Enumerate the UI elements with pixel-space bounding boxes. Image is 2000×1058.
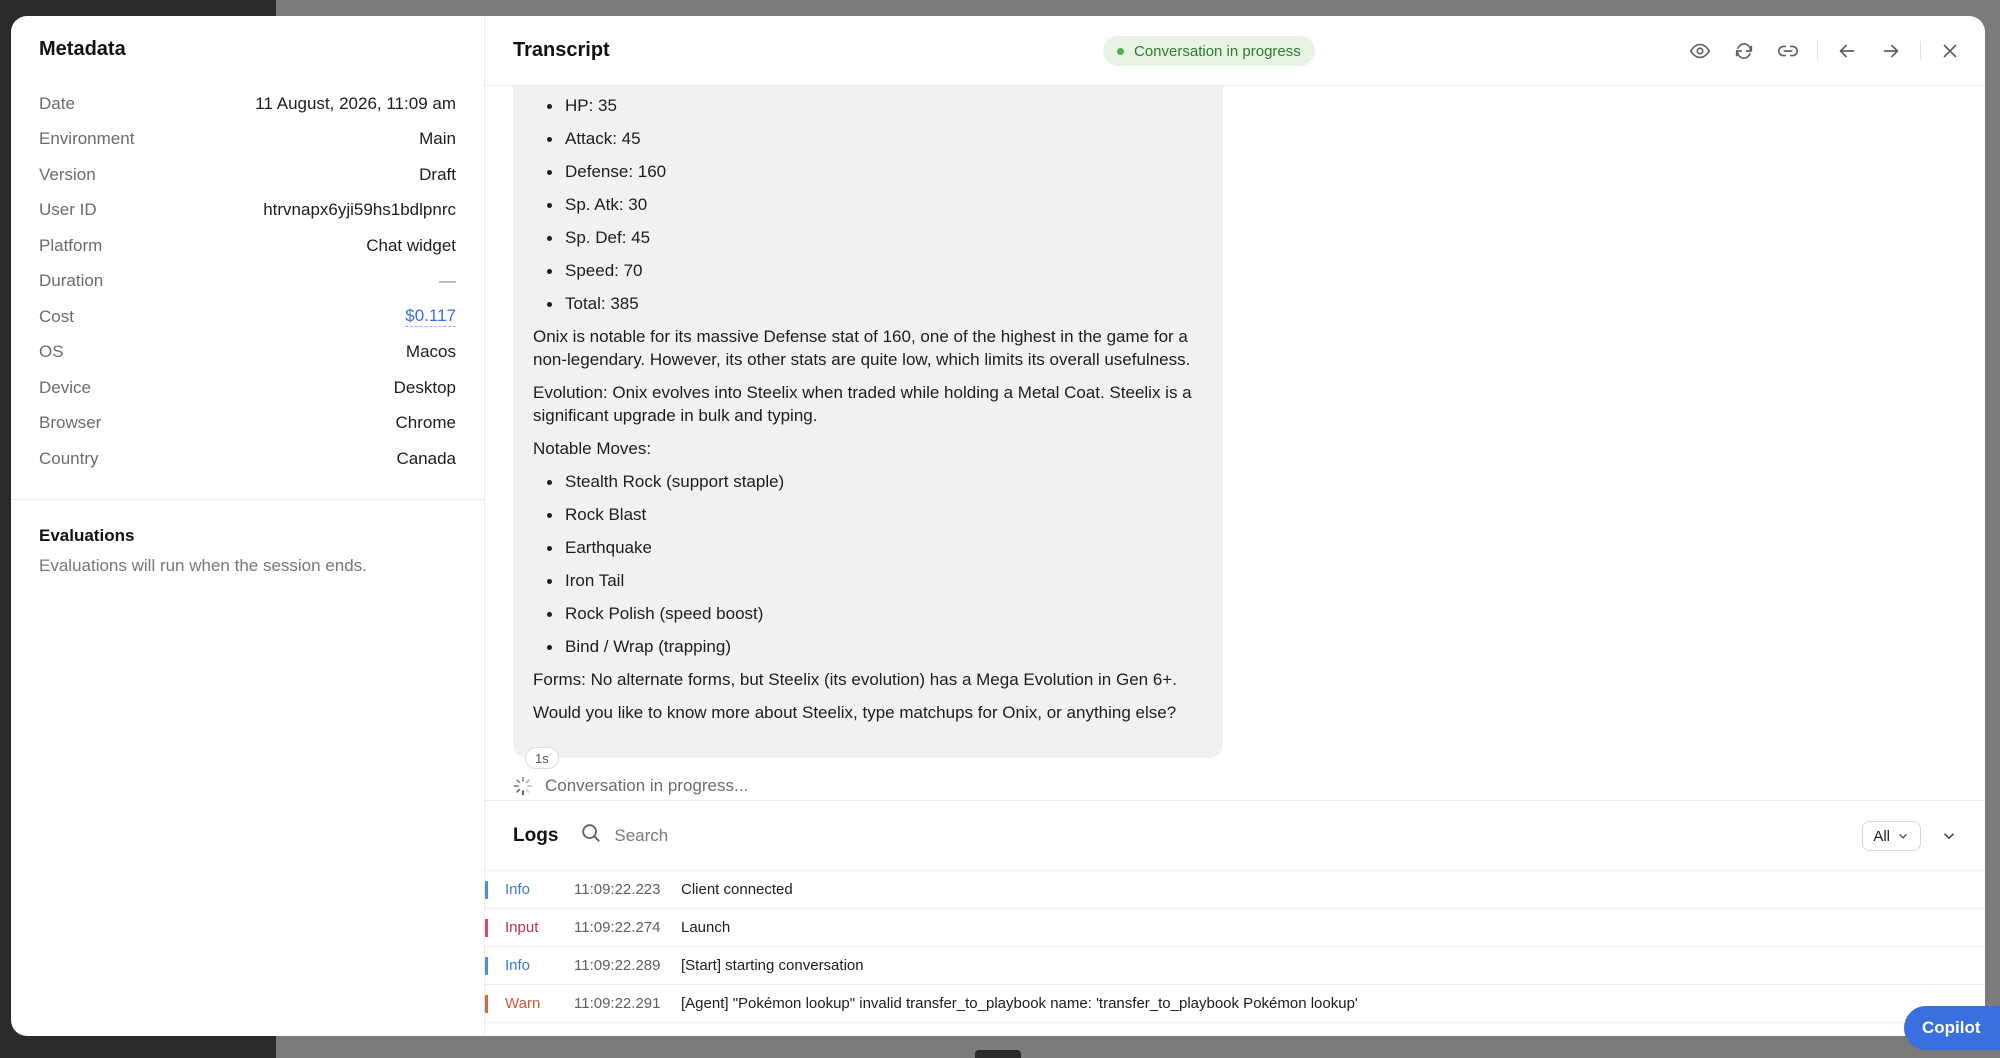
meta-key: Environment — [39, 129, 135, 149]
refresh-icon[interactable] — [1729, 36, 1759, 66]
meta-row-cost — [39, 299, 456, 335]
list-item: Defense: 160 — [547, 160, 1203, 183]
log-message: [Start] starting conversation — [681, 957, 864, 974]
level-indicator — [485, 919, 488, 937]
log-message: Client connected — [681, 881, 793, 898]
list-item: Rock Blast — [547, 503, 1203, 526]
meta-key: Cost — [39, 306, 74, 326]
log-row[interactable] — [485, 947, 1985, 985]
transcript-panel — [485, 16, 1985, 1036]
meta-value: Macos — [405, 342, 456, 362]
meta-row-duration — [39, 264, 456, 300]
level-indicator — [485, 957, 488, 975]
log-message: [Agent] "Pokémon lookup" invalid transfer_to_playbook name: 'transfer_to_playbook Pokémon lookup' — [681, 995, 1358, 1012]
status-dot — [1117, 48, 1124, 55]
meta-value: Chrome — [395, 413, 456, 433]
meta-value: Chat widget — [366, 235, 456, 255]
background-handle — [975, 1050, 1021, 1058]
list-item: Bind / Wrap (trapping) — [547, 635, 1203, 658]
meta-key: User ID — [39, 200, 97, 220]
toolbar-divider — [1920, 41, 1921, 61]
transcript-header — [485, 16, 1985, 86]
level-indicator — [485, 881, 488, 899]
copilot-button[interactable]: Copilot — [1904, 1006, 2000, 1050]
meta-value: Main — [419, 129, 456, 149]
message-paragraph: Evolution: Onix evolves into Steelix when traded while holding a Metal Coat. Steelix is a significant upgrade in bulk and typing. — [533, 383, 1192, 425]
log-row[interactable] — [485, 985, 1985, 1023]
progress-text: Conversation in progress... — [545, 776, 749, 795]
meta-value: htrvnapx6yji59hs1bdlpnrc — [263, 200, 456, 220]
session-modal — [11, 16, 1985, 1036]
list-item: Earthquake — [547, 536, 1203, 559]
list-item: HP: 35 — [547, 94, 1203, 117]
logs-panel — [485, 800, 1985, 1036]
transcript-body — [485, 86, 1985, 800]
list-item: Attack: 45 — [547, 127, 1203, 150]
log-time: 11:09:22.274 — [574, 919, 661, 936]
meta-value: — — [439, 271, 456, 291]
log-time: 11:09:22.223 — [574, 881, 661, 898]
meta-row-os — [39, 335, 456, 371]
log-time: 11:09:22.291 — [574, 995, 661, 1012]
log-level-filter[interactable] — [1862, 821, 1921, 851]
message-paragraph: Notable Moves: — [533, 439, 652, 458]
meta-value: Desktop — [393, 377, 456, 397]
conversation-progress — [513, 776, 748, 796]
meta-row-version — [39, 157, 456, 193]
moves-list — [533, 470, 1203, 658]
meta-row-device — [39, 370, 456, 406]
log-time: 11:09:22.289 — [574, 957, 661, 974]
link-icon[interactable] — [1773, 36, 1803, 66]
spinner-icon — [513, 776, 533, 796]
meta-key: Date — [39, 93, 75, 113]
log-level: Input — [505, 919, 539, 936]
cost-link[interactable]: $0.117 — [405, 305, 456, 325]
list-item: Sp. Def: 45 — [547, 226, 1203, 249]
meta-row-country — [39, 441, 456, 477]
eye-icon[interactable] — [1685, 36, 1715, 66]
message-paragraph: Onix is notable for its massive Defense stat of 160, one of the highest in the game for a non-legendary. However, its other stats are quite low, which limits its overall usefulness. — [533, 327, 1191, 369]
search-icon — [580, 822, 602, 849]
message-paragraph: Forms: No alternate forms, but Steelix (its evolution) has a Mega Evolution in Gen 6+. — [533, 670, 1177, 689]
logs-header — [485, 801, 1985, 871]
log-message: Launch — [681, 919, 731, 936]
metadata-list — [11, 86, 484, 477]
meta-key: OS — [39, 342, 64, 362]
toolbar-divider — [1817, 41, 1818, 61]
log-level: Info — [505, 881, 531, 898]
chevron-down-icon — [1896, 829, 1910, 843]
list-item: Total: 385 — [547, 292, 1203, 315]
evaluations-text: Evaluations will run when the session ends. — [39, 555, 367, 575]
collapse-logs-button[interactable] — [1939, 826, 1959, 846]
meta-value: Canada — [396, 448, 456, 468]
metadata-panel — [11, 16, 485, 1036]
list-item: Speed: 70 — [547, 259, 1203, 282]
metadata-title: Metadata — [39, 38, 126, 60]
evaluations-title: Evaluations — [39, 525, 135, 545]
meta-key: Device — [39, 377, 91, 397]
status-badge — [1103, 36, 1315, 66]
close-icon[interactable] — [1935, 36, 1965, 66]
meta-key: Version — [39, 164, 96, 184]
filter-value: All — [1873, 827, 1890, 845]
meta-row-user-id — [39, 193, 456, 229]
meta-key: Platform — [39, 235, 103, 255]
metadata-header — [11, 16, 484, 86]
meta-value: 11 August, 2026, 11:09 am — [255, 93, 456, 113]
evaluations-section — [11, 500, 484, 602]
meta-value: Draft — [419, 164, 456, 184]
meta-key: Duration — [39, 271, 104, 291]
list-item: Sp. Atk: 30 — [547, 193, 1203, 216]
logs-search-input[interactable] — [614, 826, 1214, 846]
arrow-right-icon[interactable] — [1876, 36, 1906, 66]
list-item: Stealth Rock (support staple) — [547, 470, 1203, 493]
meta-key: Country — [39, 448, 99, 468]
logs-title: Logs — [513, 824, 559, 846]
meta-row-browser — [39, 406, 456, 442]
meta-key: Browser — [39, 413, 102, 433]
log-row[interactable] — [485, 909, 1985, 947]
assistant-message — [513, 86, 1223, 758]
log-row[interactable] — [485, 871, 1985, 909]
response-time-badge: 1s — [525, 747, 559, 769]
status-text: Conversation in progress — [1134, 42, 1301, 60]
transcript-title: Transcript — [513, 39, 610, 61]
list-item: Rock Polish (speed boost) — [547, 602, 1203, 625]
header-toolbar — [1685, 36, 1965, 66]
log-level: Info — [505, 957, 531, 974]
stats-list — [533, 94, 1203, 315]
list-item: Iron Tail — [547, 569, 1203, 592]
message-paragraph: Would you like to know more about Steelix, type matchups for Onix, or anything else? — [533, 703, 1177, 722]
log-level: Warn — [505, 995, 541, 1012]
meta-row-platform — [39, 228, 456, 264]
chevron-down-icon — [1940, 827, 1958, 845]
level-indicator — [485, 995, 488, 1013]
meta-row-environment — [39, 122, 456, 158]
arrow-left-icon[interactable] — [1832, 36, 1862, 66]
meta-row-date — [39, 86, 456, 122]
